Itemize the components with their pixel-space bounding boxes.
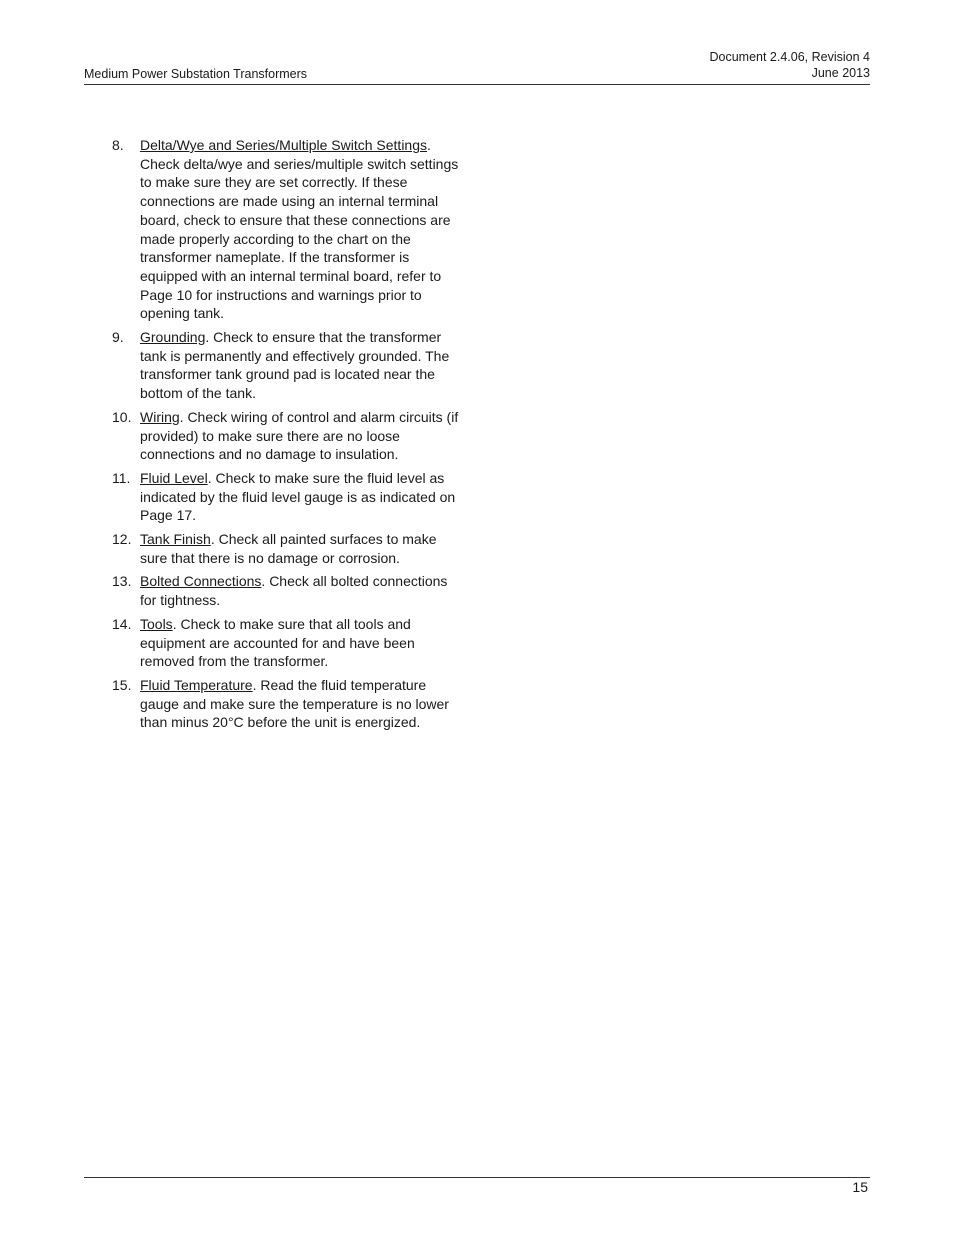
page-footer — [84, 1177, 870, 1200]
step-title: Tank Finish — [140, 531, 211, 548]
step-number: 15. — [112, 676, 132, 693]
document-title: Medium Power Substation Transformers — [84, 67, 308, 81]
step-number: 12. — [112, 531, 132, 548]
step-number: 9. — [112, 329, 124, 346]
step-title: Fluid Temperature — [140, 676, 253, 693]
step-12 — [112, 530, 472, 567]
page-header — [84, 48, 870, 85]
step-number: 13. — [112, 573, 132, 590]
step-10 — [112, 408, 472, 464]
step-body — [140, 615, 460, 671]
step-body — [140, 136, 460, 323]
step-body — [140, 572, 460, 609]
step-text: . Check delta/wye and series/multiple switch settings to make sure they are set correctly. If these connections are made using an internal terminal board, check to ensure that these connections are made properly according to the chart on the transformer nameplate. If the transformer is equipped with an internal terminal board, refer to Page 10 for instructions and warnings prior to opening tank. — [140, 137, 459, 322]
step-body — [140, 676, 460, 732]
step-title: Delta/Wye and Series/Multiple Switch Settings — [140, 137, 427, 153]
step-13 — [112, 572, 472, 609]
step-11 — [112, 469, 472, 525]
step-15 — [112, 676, 472, 732]
step-body — [140, 328, 460, 403]
document-info — [709, 49, 870, 81]
step-text: . Check to make sure that all tools and equipment are accounted for and have been removed from the transformer. — [140, 615, 415, 670]
step-number: 14. — [112, 615, 132, 632]
step-body — [140, 408, 460, 464]
page-number: 15 — [852, 1179, 868, 1195]
step-body — [140, 530, 460, 567]
step-title: Grounding — [140, 329, 206, 346]
inspection-steps-list — [112, 136, 472, 737]
step-14 — [112, 615, 472, 671]
step-body — [140, 469, 460, 525]
step-text: . Read the fluid temperature gauge and make sure the temperature is no lower than minus 20°C before the unit is energized. — [140, 676, 449, 731]
step-text: . Check to make sure the fluid level as indicated by the fluid level gauge is as indicated on Page 17. — [140, 469, 456, 524]
step-9 — [112, 328, 472, 403]
document-id: Document 2.4.06, Revision 4 — [709, 50, 870, 64]
step-title: Tools — [140, 615, 173, 632]
step-title: Bolted Connections — [140, 573, 262, 590]
step-text: . Check all painted surfaces to make sure that there is no damage or corrosion. — [140, 531, 437, 566]
step-number: 10. — [112, 408, 132, 425]
step-number: 8. — [112, 137, 124, 153]
step-text: . Check all bolted connections for tightness. — [140, 573, 448, 609]
step-number: 11. — [112, 469, 131, 486]
document-date: June 2013 — [811, 66, 870, 80]
step-title: Wiring — [140, 408, 180, 425]
step-8 — [112, 136, 472, 323]
step-text: . Check wiring of control and alarm circuits (if provided) to make sure there are no loose connections and no damage to insulation. — [140, 408, 459, 463]
step-text: . Check to ensure that the transformer tank is permanently and effectively grounded. The transformer tank ground pad is located near the bottom of the tank. — [140, 329, 450, 402]
step-title: Fluid Level — [140, 469, 208, 486]
